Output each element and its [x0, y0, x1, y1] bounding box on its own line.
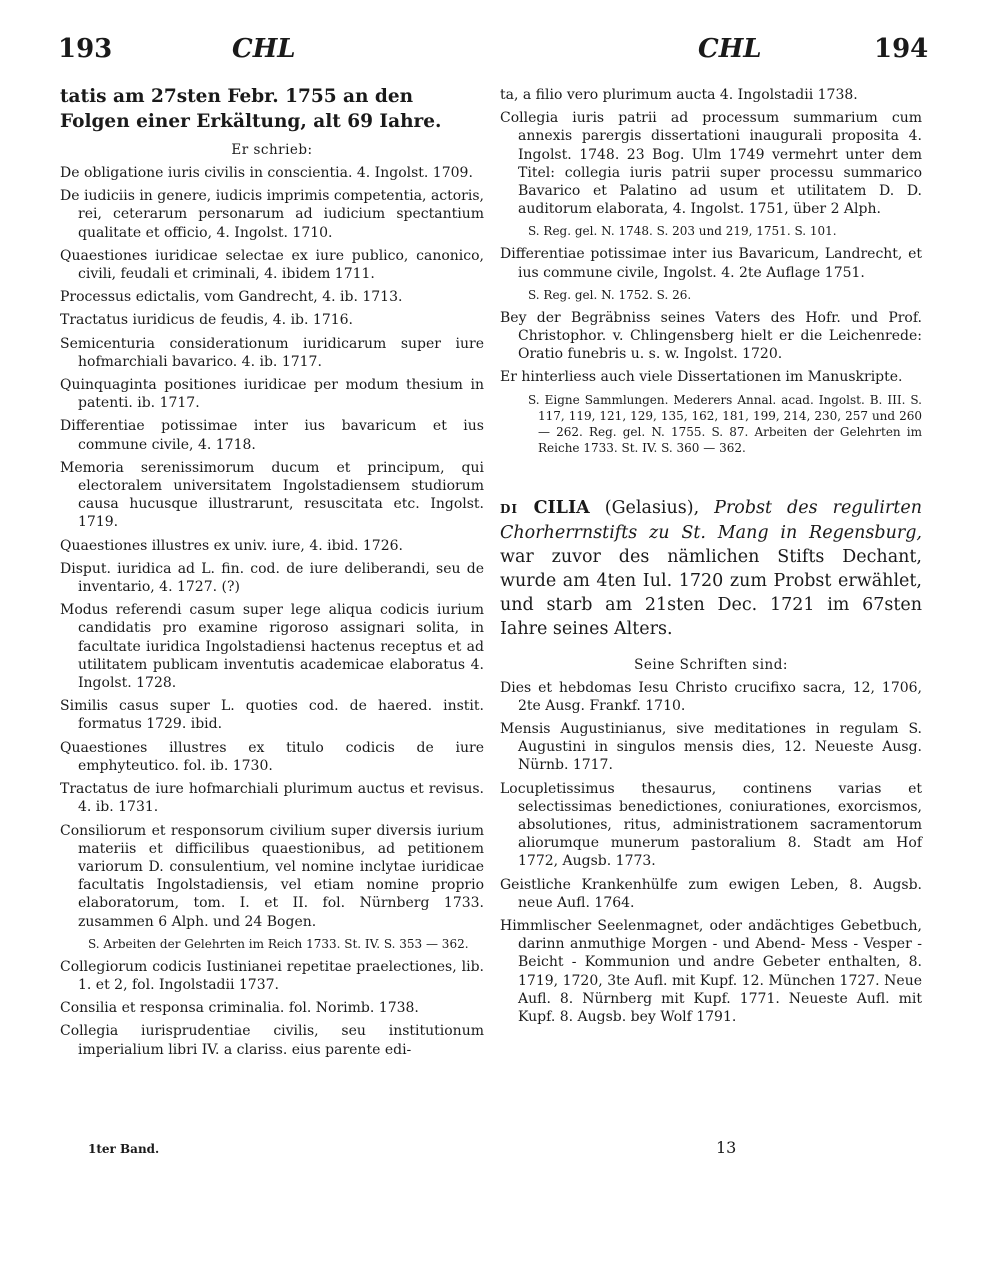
bibliography-entry: Quaestiones illustres ex titulo codicis de iure emphyteutico. fol. ib. 1730. — [60, 739, 484, 774]
bibliography-entry: Similis casus super L. quoties cod. de haered. instit. formatus 1729. ibid. — [60, 698, 484, 733]
surname: CILIA — [533, 497, 590, 518]
bibliography-entry: Er hinterliess auch viele Dissertationen im Manuskripte. — [500, 369, 903, 386]
bibliography-entry: Consilia et responsa criminalia. fol. Norimb. 1738. — [60, 1000, 419, 1017]
bibliography-entry: Geistliche Krankenhülfe zum ewigen Leben, 8. Augsb. neue Aufl. 1764. — [500, 876, 922, 911]
bibliography-entry: Collegia iuris patrii ad processum summarium cum annexis parergis dissertationi inaugurali proposita 4. Ingolst. 1748. 23 Bog. Ulm 1749 vermehrt unter dem Titel: collegia iuris patrii super processu summarico Bavarico et Palatino ad usum et utilitatem D. D. auditorum elaborata, 4. Ingolst. 1751, über 2 Alph. — [500, 110, 922, 218]
right-column — [500, 84, 922, 1031]
name-prefix: DI — [500, 501, 519, 516]
writings-subhead: Er schrieb: — [231, 142, 313, 158]
person-title: Probst des regulirten Chorherrnstifts zu St. Mang in Regensburg, — [500, 497, 922, 543]
bibliography-entry: Processus edictalis, vom Gandrecht, 4. ib. 1713. — [60, 289, 403, 306]
bibliography-entry: Bey der Begräbniss seines Vaters des Hofr. und Prof. Christophor. v. Chlingensberg hielt er die Leichenrede: Oratio funebris u. s. w. Ingolst. 1720. — [500, 309, 922, 363]
bibliography-entry: Disput. iuridica ad L. fin. cod. de iure deliberandi, seu de inventario, 4. 1727. (?) — [60, 560, 484, 596]
bibliography-entry: Collegia iurisprudentiae civilis, seu institutionum imperialium libri IV. a clariss. eius parente edi- — [60, 1023, 484, 1058]
reference-note: S. Arbeiten der Gelehrten im Reich 1733. St. IV. S. 353 — 362. — [88, 936, 469, 951]
reference-note: S. Reg. gel. N. 1752. S. 26. — [528, 287, 692, 302]
bibliography-entry: De iudiciis in genere, iudicis imprimis competentia, actoris, rei, ceterarum personarum ad iudicium spectantium qualitate et officio, 4. Ingolst. 1710. — [60, 188, 484, 241]
bibliography-entry: Quinquaginta positiones iuridicae per modum thesium in patenti. ib. 1717. — [60, 377, 484, 412]
bibliography-entry: Himmlischer Seelenmagnet, oder andächtiges Gebetbuch, darinn anmuthige Morgen - und Abend- Mess - Vesper - Beicht - Kommunion und andre Gebeter enthalten, 8. 1719, 1720, 3te Aufl. mit Kupf. 12. München 1727. Neue Aufl. 8. Nürnberg mit Kupf. 1771. Neueste Aufl. mit Kupf. 8. Augsb. bey Wolf 1791. — [500, 918, 922, 1026]
bibliography-entry: Modus referendi casum super lege aliqua codicis iurium candidatis pro examine rigoroso assignari solita, in facultate iuridica Ingolstadiensi hactenus receptus et ad utilitatem publicam inventutis academicae elaboratus 4. Ingolst. 1728. — [60, 602, 484, 692]
person-name — [500, 498, 590, 518]
bibliography-entry: Differentiae potissimae inter ius Bavaricum, Landrecht, et ius commune civile, Ingolst. 4. 2te Auflage 1751. — [500, 246, 922, 281]
bibliography-entry: Tractatus de iure hofmarchiali plurimum auctus et revisus. 4. ib. 1731. — [60, 781, 484, 816]
right-running-head: CHL — [698, 34, 762, 64]
bibliography-entry: De obligatione iuris civilis in conscientia. 4. Ingolst. 1709. — [60, 165, 473, 181]
bibliography-entry: Tractatus iuridicus de feudis, 4. ib. 1716. — [60, 312, 353, 329]
bibliography-entry: Quaestiones iuridicae selectae ex iure publico, canonico, civili, feudali et criminali, 4. ibidem 1711. — [60, 247, 484, 283]
bibliography-entry: Memoria serenissimorum ducum et principum, qui electoralem universitatem Ingolstadiensem studiorum causa hucusque illustrarunt, resuscitata etc. Ingolst. 1719. — [60, 459, 484, 531]
left-page-number: 193 — [58, 34, 113, 64]
left-column — [60, 84, 484, 1064]
volume-signature: 1ter Band. — [88, 1142, 160, 1156]
gathering-mark: 13 — [716, 1138, 737, 1157]
writings-subhead: Seine Schriften sind: — [634, 656, 788, 673]
bibliography-entry: Collegiorum codicis Iustinianei repetitae praelectiones, lib. 1. et 2, fol. Ingolstadii 1737. — [60, 958, 484, 993]
bibliography-entry: ta, a filio vero plurimum aucta 4. Ingolstadii 1738. — [500, 87, 858, 103]
bibliography-entry: Dies et hebdomas Iesu Christo crucifixo sacra, 12, 1706, 2te Ausg. Frankf. 1710. — [500, 679, 922, 714]
left-running-head: CHL — [232, 34, 296, 64]
bibliography-entry: Semicenturia considerationum iuridicarum super iure hofmarchiali bavarico. 4. ib. 1717. — [60, 335, 484, 370]
bibliography-entry: Locupletissimus thesaurus, continens varias et selectissimas benedictiones, coniurationes, exorcismos, absolutiones, ritus, administrationem sacramentorum aliorumque munerum pastoralium 8. Stadt am Hof 1772, Augsb. 1773. — [500, 780, 922, 870]
biography-paragraph — [500, 496, 922, 641]
page-header — [0, 34, 1000, 74]
bibliography-entry: Differentiae potissimae inter ius bavaricum et ius commune civile, 4. 1718. — [60, 418, 484, 453]
bibliography-entry: Consiliorum et responsorum civilium super diversis iurium materiis et difficilibus quaestionibus, ad petitionem variorum D. consulentium, vel nomine inclytae iuridicae facultatis Ingolstadiensis, vel etiam nomine proprio elaboratorum, tom. I. et II. fol. Nürnberg 1733. zusammen 6 Alph. und 24 Bogen. — [60, 822, 484, 930]
intro-text: tatis am 27sten Febr. 1755 an den Folgen einer Erkältung, alt 69 Iahre. — [60, 86, 442, 132]
biography-text: war zuvor des nämlichen Stifts Dechant, wurde am 4ten Iul. 1720 zum Probst erwählet, und starb am 21sten Dec. 1721 im 67sten Iahre seines Alters. — [500, 546, 922, 639]
given-name: (Gelasius), — [604, 497, 700, 518]
reference-note: S. Reg. gel. N. 1748. S. 203 und 219, 1751. S. 101. — [528, 224, 837, 239]
bibliography-entry: Quaestiones illustres ex univ. iure, 4. ibid. 1726. — [60, 537, 403, 554]
reference-note: S. Eigne Sammlungen. Mederers Annal. acad. Ingolst. B. III. S. 117, 119, 121, 129, 135, 162, 181, 199, 214, 230, 257 und 260 — 262. Reg. gel. N. 1755. S. 87. Arbeiten der Gelehrten im Reiche 1733. St. IV. S. 360 — 362. — [528, 392, 922, 455]
bibliography-entry: Mensis Augustinianus, sive meditationes in regulam S. Augustini in singulos mensis dies, 12. Neueste Ausg. Nürnb. 1717. — [500, 721, 922, 774]
right-page-number: 194 — [874, 34, 929, 64]
